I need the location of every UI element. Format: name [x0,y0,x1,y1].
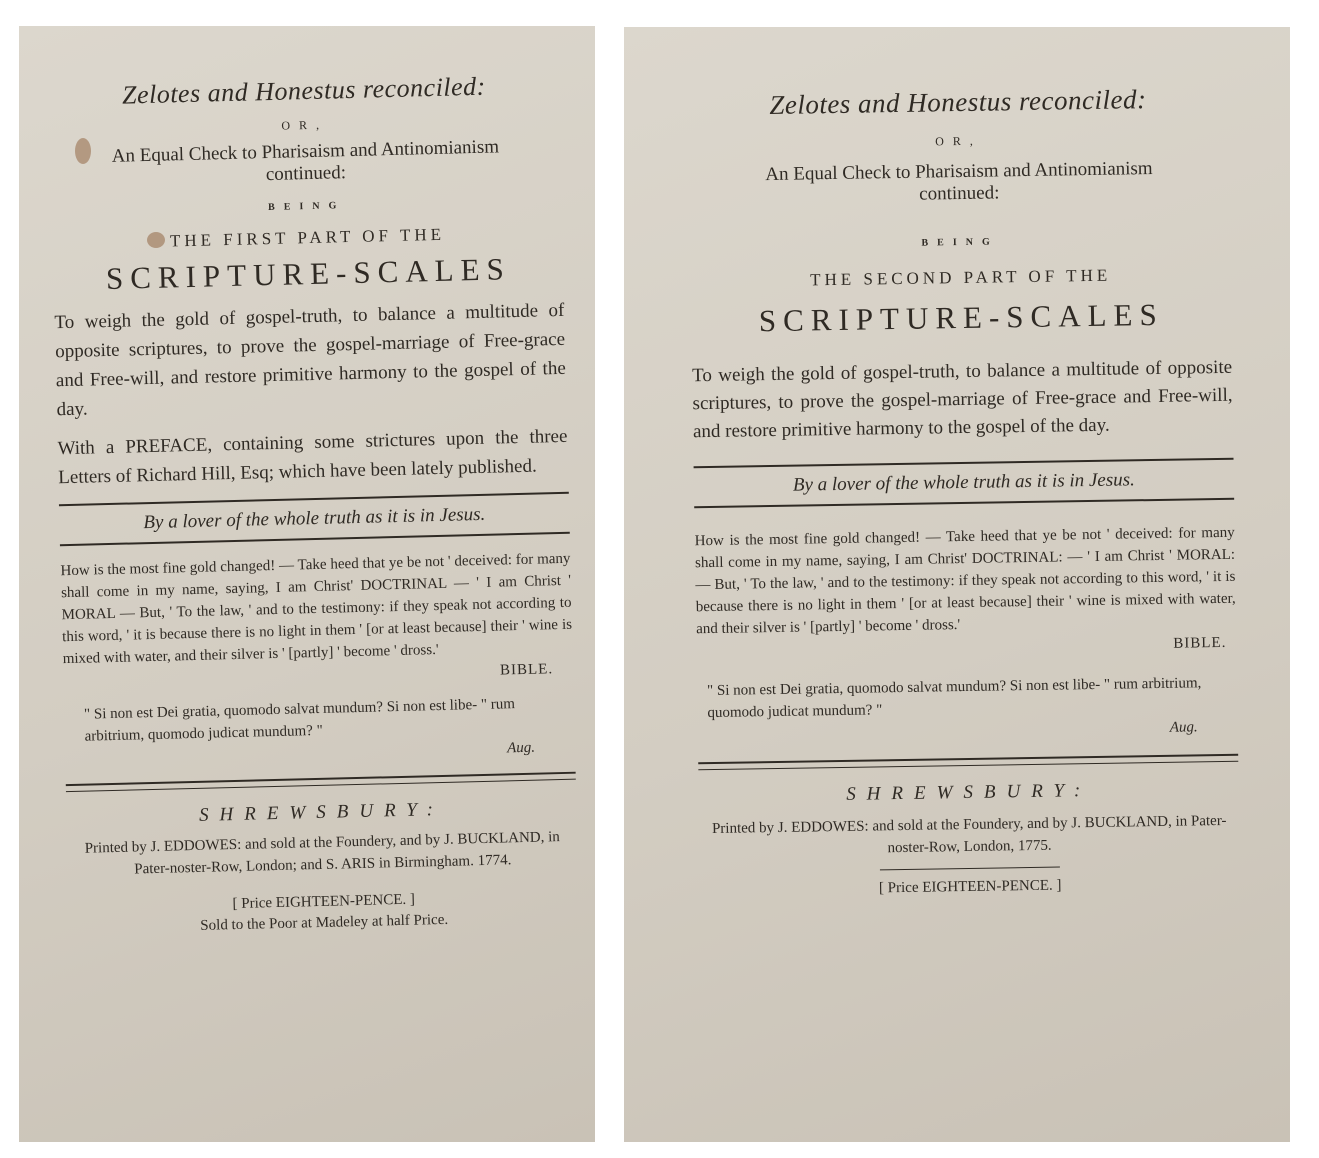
title-page-second-part [624,27,1290,1142]
price: [ Price EIGHTEEN-PENCE. ] [878,877,1062,897]
page-content [688,83,1241,900]
rule-short [880,867,1060,871]
being-line: BEING [267,200,346,214]
description-paragraph: To weigh the gold of gospel-truth, to balance a multitude of opposite scriptures, to prove the gospel-marriage of Free-grace and Free-will, and restore primitive harmony to the gospel of the day. [691,356,1233,443]
imprint: Printed by J. EDDOWES: and sold at the Foundery, and by J. BUCKLAND, in Pater-noster-Row, London, 1775. [711,812,1227,857]
part-heading: THE SECOND PART OF THE [809,265,1112,290]
main-title: SCRIPTURE-SCALES [105,251,512,297]
part-heading: THE FIRST PART OF THE [169,224,446,251]
latin-source: Aug. [1169,719,1198,736]
latin-quote: " Si non est Dei gratia, quomodo salvat mundum? Si non est libe- " rum arbitrium, quomodo judicat mundum? " [706,675,1202,722]
title-page-first-part [19,26,595,1142]
description-paragraph: To weigh the gold of gospel-truth, to balance a multitude of opposite scriptures, to prove the gospel-marriage of Free-grace and Free-will, and restore primitive harmony to the gospel of the day. [54,299,567,421]
quote-source: BIBLE. [1173,634,1227,652]
preface-paragraph: With a PREFACE, containing some strictures upon the three Letters of Richard Hill, Esq; which have been lately published. [57,425,568,489]
or-line: OR, [935,133,982,149]
being-line: BEING [921,236,999,249]
subtitle: An Equal Check to Pharisaism and Antinomianism continued: [765,157,1153,205]
imprint: Printed by J. EDDOWES: and sold at the Foundery, and by J. BUCKLAND, in Pater-noster-Row, London; and S. ARIS in Birmingham. 1774. [84,829,561,878]
quote-source: BIBLE. [499,661,554,679]
latin-quote: " Si non est Dei gratia, quomodo salvat mundum? Si non est libe- " rum arbitrium, quomodo judicat mundum? " [83,696,516,745]
latin-source: Aug. [506,739,536,757]
page-content [49,70,580,938]
title: Zelotes and Honestus reconciled: [769,84,1147,121]
rule-bottom [694,498,1234,508]
main-title: SCRIPTURE-SCALES [758,296,1164,339]
rule-double-2 [66,779,576,792]
city: SHREWSBURY: [198,798,445,826]
sold-note: Sold to the Poor at Madeley at half Price. [200,911,449,934]
or-line: OR, [281,117,329,133]
title: Zelotes and Honestus reconciled: [121,71,487,110]
subtitle: An Equal Check to Pharisaism and Antinomianism continued: [111,136,500,186]
rule-top [694,458,1234,468]
scripture-quote: How is the most fine gold changed! — Take heed that ye be not ' deceived: for many shall come in my name, saying, I am Christ' DOCTRINAL — ' I am Christ ' MORAL — But, ' To the law, ' and to the testimony: if they speak not according to this word, ' it is because there is no light in them ' [or at least because] their ' wine is mixed with water, and their silver is ' [partly] ' become ' dross.' [60,550,573,668]
byline: By a lover of the whole truth as it is in Jesus. [143,503,486,534]
scripture-quote: How is the most fine gold changed! — Take heed that ye be not ' deceived: for many shall come in my name, saying, I am Christ' DOCTRINAL: — ' I am Christ ' MORAL: — But, ' To the law, ' and to the testimony: if they speak not according to this word, ' it is because there is no light in them ' [or at least because] their ' wine is mixed with water, and their silver is ' [partly] ' become ' dross.' [694,524,1236,638]
city: SHREWSBURY: [846,780,1092,805]
byline: By a lover of the whole truth as it is in Jesus. [792,469,1135,496]
price: [ Price EIGHTEEN-PENCE. ] [232,891,416,913]
